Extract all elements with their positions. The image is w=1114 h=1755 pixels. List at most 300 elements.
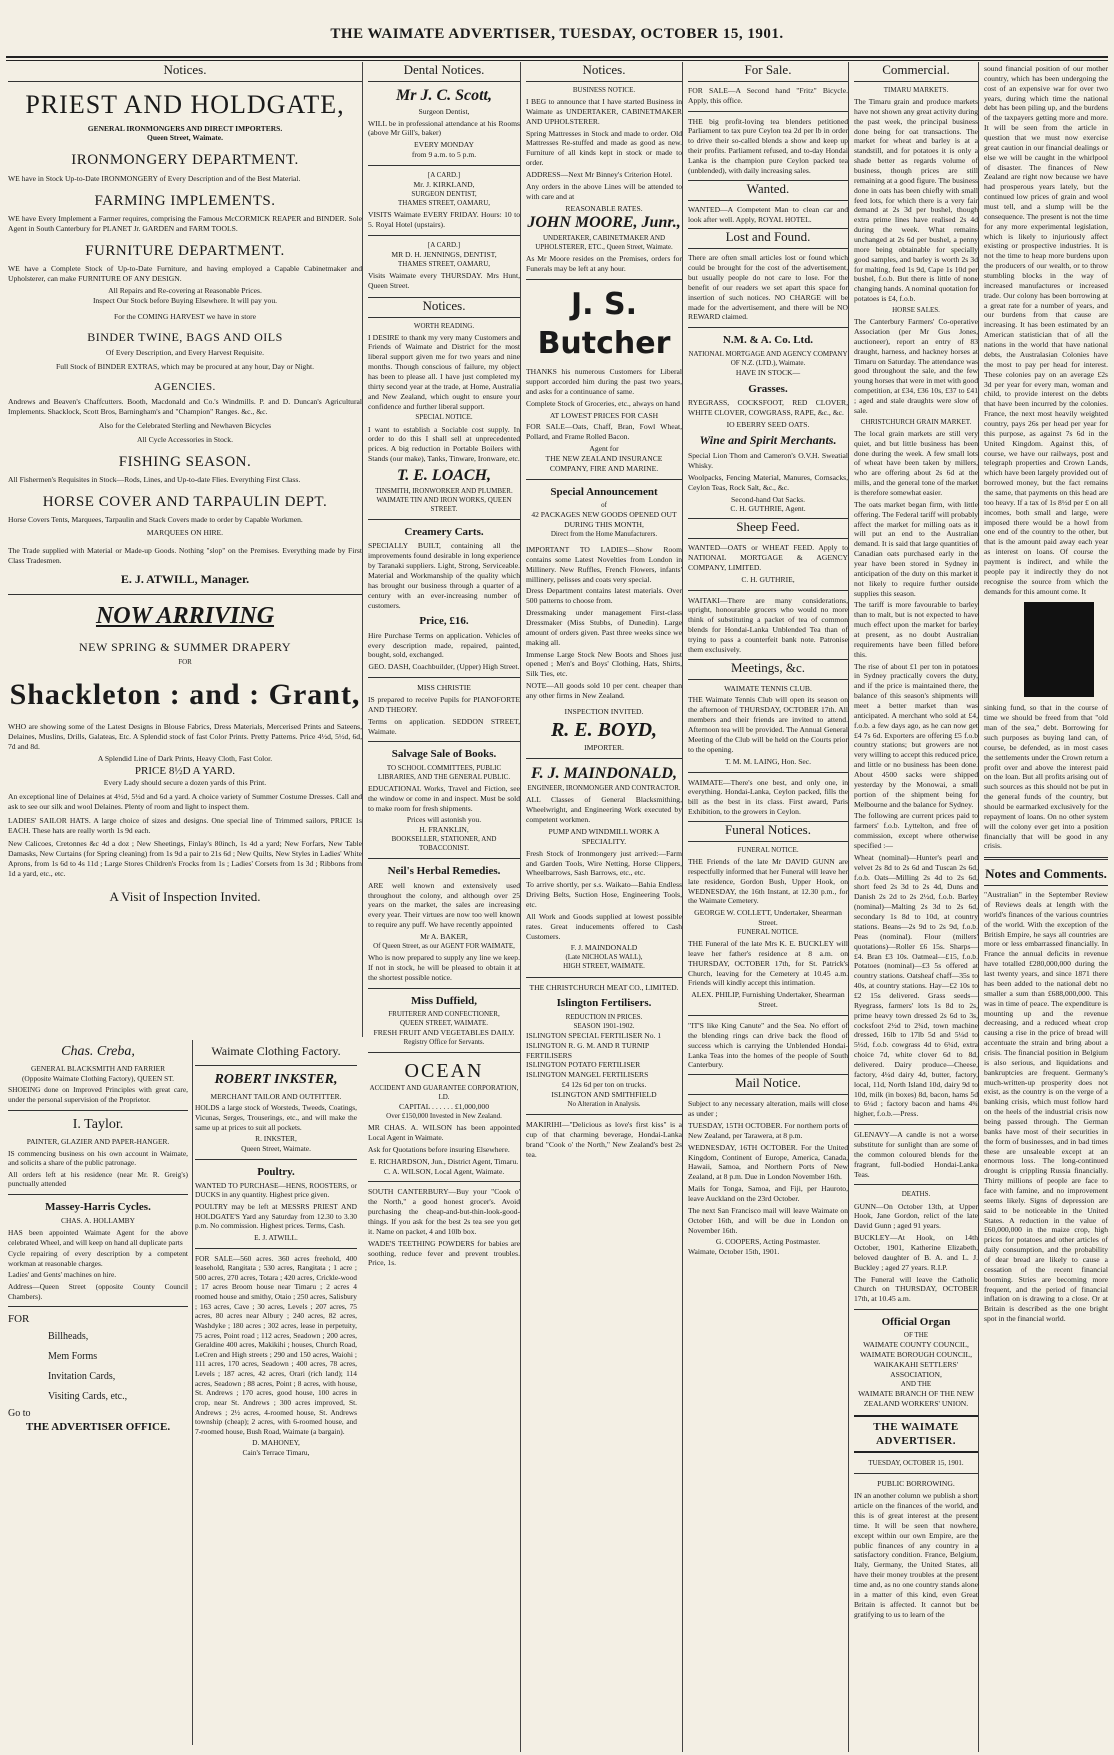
wine-text: Special Lion Thom and Cameron's O.V.H. Sweatial Whisky.: [688, 451, 848, 470]
guthrie-sig: C. H. GUTHRIE, Agent.: [730, 504, 806, 514]
funeral-heading: FUNERAL NOTICE.: [737, 927, 799, 936]
section-header: Mail Notice.: [688, 1074, 848, 1095]
divider: [8, 1194, 188, 1195]
special-heading: Special Announcement: [550, 485, 658, 498]
office-label: THE ADVERTISER OFFICE.: [25, 1420, 171, 1433]
column-1-lower-right: [195, 1040, 357, 1745]
richardson-sig: E. RICHARDSON, Jun., District Agent, Timaru.: [369, 1156, 519, 1166]
divider: [526, 758, 682, 759]
importer-line: IMPORTER.: [584, 742, 624, 752]
divider: [854, 1184, 978, 1185]
maindonald2-sub: (Late NICHOLAS WALL),: [565, 953, 643, 962]
maindonald-name: F. J. MAINDONALD,: [531, 764, 677, 782]
special-heading: SPECIAL NOTICE.: [415, 413, 473, 422]
section-header: Commercial.: [854, 62, 978, 82]
tennis-text: THE Waimate Tennis Club will open its season on the afternoon of THURSDAY, OCTOBER 17th. All members and their friends are invited to attend. Afternoon tea will be provided. The Annual General Meeting of the Club will be held on the Courts prior to the opening.: [688, 695, 848, 754]
masthead-rule: [6, 56, 1108, 61]
wine-heading: Wine and Spirit Merchants.: [699, 432, 837, 447]
wanted-text: WANTED—A Competent Man to clean car and look after well. Apply, ROYAL HOTEL.: [688, 204, 848, 224]
section-header: Notes and Comments.: [984, 866, 1108, 886]
divider: [688, 590, 848, 591]
printing-item: Visiting Cards, etc.,: [48, 1390, 128, 1402]
column-1: [8, 62, 363, 1037]
christ-text: The rise of about £1 per ton in potatoes in Sydney practically covers the duty, and if the price is maintained there, the balance of this season's shipments will meet a better market than was anticipated. A merchant who sold at £4, f.o.b. a few days ago, as he can now get £4 7s 6d. Exporters are offering £5 f.o.b country stations; but growers are not very willing to accept this reduced price, and little or no business has been done. About 4500 sacks were shipped yesterday by the Monowai, a small portion of the shipment being for Melbourne and the balance for Sydney.: [854, 661, 978, 809]
books-heading: Salvage Sale of Books.: [391, 748, 497, 761]
fert-item: ISLINGTON POTATO FERTILISER: [526, 1060, 641, 1070]
waitaki-text: WAITAKI—There are many considerations, upright, honourable grocers who would no more think of substituting a packet of tea of common blends for Hondai-Lanka Unblended Tea than of trying to pass a counterfeit bank note. Patronise them exclusively.: [688, 595, 848, 654]
divider: [8, 1306, 188, 1307]
twine-heading: BINDER TWINE, BAGS AND OILS: [87, 329, 283, 344]
dept-text: WE have Every Implement a Farmer requires, comprising the Famous McCORMICK REAPER and BINDER. Sole Agent in South Canterbury for PLANET Jr. GARDEN and FARM TOOLS.: [8, 214, 362, 233]
printing-item: Billheads,: [48, 1330, 89, 1342]
nma-heading: N.M. & A. Co. Ltd.: [722, 334, 814, 347]
duffield-sub: FRUITERER AND CONFECTIONER,: [388, 1009, 500, 1018]
nma-sub: NATIONAL MORTGAGE AND AGENCY COMPANY OF N.Z. (LTD.), Waimate.: [688, 349, 848, 367]
divider: [688, 111, 848, 112]
hollamby-text: Cycle repairing of every description by a competent workman at reasonable charges.: [8, 1249, 188, 1268]
now-arriving: NOW ARRIVING: [95, 602, 275, 629]
biz-text: ADDRESS—Next Mr Binney's Criterion Hotel.: [526, 170, 673, 179]
special-text: I want to establish a Sociable cost supply. In order to do this I shall sell at unprecedented prices. A big reduction in Portable Boilers with Stands (our make), Tanks, Tinware, Ironware, etc.: [368, 424, 520, 464]
massey-heading: Massey-Harris Cycles.: [45, 1201, 151, 1213]
boyd-name: R. E. BOYD,: [550, 718, 658, 741]
dept-text: WE have in Stock Up-to-Date IRONMONGERY of Every Description and of the Best Material.: [8, 173, 301, 183]
mail-text: WEDNESDAY, 16TH OCTOBER. For the United Kingdom, Continent of Europe, America, Canada, Hawaii, Samoa, and Northern Ports of New Zealand, at 8 p.m. Due in London November 16th.: [688, 1142, 848, 1182]
taylor-text: IS commencing business on his own account in Waimate, and solicits a share of the public patronage.: [8, 1148, 188, 1168]
hollamby-text: HAS been appointed Waimate Agent for the above celebrated Wheel, and will keep on hand all duplicate parts: [8, 1227, 188, 1247]
dress-text: Dressmaking under management First-class Dressmaker (Miss Stubbs, of Dunedin). Large amount of orders given. Past three weeks since we making all.: [526, 608, 682, 647]
horse-text: The Canterbury Farmers' Co-operative Association (per Mr Gus Jones, auctioneer), report an entry of 83 draught, harness, and hackney horses at Timaru on Saturday. The attendance was good throughout the sale, and the few young horses that were in met with good competition, at £34, £36 10s, £37 to £41 ; aged and stale draughts were slow of sale.: [854, 317, 978, 415]
insurance-line: THE NEW ZEALAND INSURANCE COMPANY, FIRE AND MARINE.: [545, 454, 663, 473]
organ-item: WAIMATE BRANCH OF THE NEW ZEALAND WORKERS' UNION.: [858, 1389, 974, 1408]
advertiser-banner: THE WAIMATE ADVERTISER.: [854, 1415, 978, 1454]
franklin-name: H. FRANKLIN,: [419, 825, 469, 835]
redaction-block: [1024, 602, 1094, 697]
books-text: Prices will astonish you.: [406, 815, 482, 825]
dept-heading: FURNITURE DEPARTMENT.: [85, 242, 285, 259]
drapery-heading: NEW SPRING & SUMMER DRAPERY: [79, 639, 291, 654]
season-line: SEASON 1901-1902.: [573, 1021, 635, 1030]
christie-text: Terms on application. SEDDON STREET, Waimate.: [368, 716, 520, 736]
mail-text: Subject to any necessary alteration, mails will close as under ;: [688, 1099, 848, 1119]
factory-heading: Waimate Clothing Factory.: [211, 1044, 341, 1058]
deaths-text: GUNN—On October 13th, at Upper Hook, Jane Gordon, relict of the late David Gunn ; aged 91 years.: [854, 1201, 978, 1231]
reading-heading: WORTH READING.: [413, 321, 475, 330]
agencies-text: Andrews and Beaven's Chaffcutters. Booth, Macdonald and Co.'s Windmills. P. and D. Duncan's Agricultural Implements. Shacklock, Scott Bros, Barningham's and "Champion" Ranges. &c., &c.: [8, 397, 362, 417]
fert-item: ISLINGTON R. G. M. AND R TURNIP FERTILISERS: [526, 1040, 649, 1060]
mail-text: Mails for Tonga, Samoa, and Fiji, per Hauroto, leave Auckland on the 23rd October.: [688, 1184, 848, 1203]
divider: [195, 1065, 357, 1066]
collett-sig: GEORGE W. COLLETT, Undertaker, Shearman Street.: [694, 908, 842, 928]
smithfield-line: ISLINGTON AND SMITHFIELD: [551, 1090, 657, 1100]
kirkland-sub: SURGEON DENTIST,: [411, 189, 477, 198]
divider: [368, 165, 520, 166]
sheep-text: WANTED—OATS or WHEAT FEED. Apply to NATIONAL MORTGAGE & AGENCY COMPANY, LIMITED.: [688, 543, 848, 572]
inkster-sig: R. INKSTER,: [255, 1134, 297, 1144]
postmaster-sig: G. COOPERS, Acting Postmaster.: [715, 1237, 821, 1247]
stock-line: HAVE IN STOCK—: [735, 367, 801, 377]
trade-text: The Trade supplied with Material or Made-up Goods. Nothing "slop" on the Premises. Everything made by First Class Tradesmen.: [8, 546, 362, 566]
section-header: Notices.: [8, 62, 362, 82]
section-header: Lost and Found.: [688, 228, 848, 249]
scott-time: from 9 a.m. to 5 p.m.: [411, 150, 477, 160]
hollamby-name: CHAS. A. HOLLAMBY: [61, 1216, 135, 1226]
divider: [8, 594, 362, 595]
king-text: "IT'S like King Canute" and the Sea. No effort of the blending rings can drive back the flood of success which is carrying the Unblended Hondai-Lanka Teas into the homes of the people of South Canterbury.: [688, 1021, 848, 1070]
butcher-text: THANKS his numerous Customers for Liberal support accorded him during the past two years, and asks for a continuance of same.: [526, 367, 682, 396]
extras-line: Full Stock of BINDER EXTRAS, which may be procured at any hour, Day or Night.: [55, 362, 315, 372]
column-3: [526, 62, 683, 1752]
organ-item: WAIMATE BOROUGH COUNCIL,: [859, 1350, 972, 1360]
section-header: Sheep Feed.: [688, 518, 848, 539]
biz-text: I BEG to announce that I have started Business in Waimate as UNDERTAKER, CABINETMAKER AND UPHOLSTERER.: [526, 96, 682, 126]
creba-sub: GENERAL BLACKSMITH AND FARRIER: [30, 1064, 166, 1074]
maindonald2-name: F. J. MAINDONALD: [570, 943, 638, 953]
inkster-name: ROBERT INKSTER,: [214, 1071, 338, 1087]
chaff-text: FOR SALE—Oats, Chaff, Bran, Fowl Wheat, Pollard, and Frame Rolled Bacon.: [526, 422, 682, 442]
guthrie-sig: C. H. GUTHRIE,: [741, 574, 795, 584]
organ-item: AND THE: [900, 1379, 932, 1388]
ocean-text: MR CHAS. A. WILSON has been appointed Local Agent in Waimate.: [368, 1123, 520, 1142]
card-label: [A CARD.]: [427, 170, 461, 179]
shackleton-price: PRICE 8½D A YARD.: [134, 764, 236, 777]
hollamby-text: Ladies' and Gents' machines on hire.: [8, 1270, 117, 1280]
section-header: Funeral Notices.: [688, 821, 848, 842]
pump-line: PUMP AND WINDMILL WORK A SPECIALITY.: [548, 827, 660, 846]
divider: [688, 1015, 848, 1016]
biz-heading: BUSINESS NOTICE.: [572, 85, 636, 94]
hollamby-text: Address—Queen Street (opposite County Council Chambers).: [8, 1282, 188, 1301]
dept-heading: IRONMONGERY DEPARTMENT.: [71, 152, 299, 169]
shackleton-text: LADIES' SAILOR HATS. A large choice of sizes and designs. One special line of Trimmed sailors, PRICE 1s EACH. These hats are really worth 1s 9d each.: [8, 815, 362, 835]
carts-text: SPECIALLY BUILT, containing all the improvements found desirable in long experience by Taranaki suppliers. Light, Strong, Serviceable. Material and Workmanship of the quality which has brought our business through a quarter of a century with an ever-increasing number of customers.: [368, 541, 520, 610]
section-header: Wanted.: [688, 180, 848, 201]
dept-text: All Repairs and Re-covering at Reasonable Prices.: [108, 285, 262, 295]
christie-text: IS prepared to receive Pupils for PIANOFORTE AND THEORY.: [368, 694, 520, 714]
scott-name: Mr J. C. Scott,: [395, 86, 492, 104]
pump-text: All Work and Goods supplied at lowest possible rates. Great inducements offered to Cash Customers.: [526, 911, 682, 941]
moore-name: JOHN MOORE, Junr.,: [527, 214, 681, 232]
dept-text: Inspect Our Stock before Buying Elsewhere. It will pay you.: [92, 295, 278, 305]
sale-sig: D. MAHONEY,: [252, 1438, 300, 1448]
maindonald-sub: ENGINEER, IRONMONGER AND CONTRACTOR.: [527, 784, 681, 793]
lowest-line: AT LOWEST PRICES FOR CASH: [549, 410, 659, 420]
fert-heading: Islington Fertilisers.: [556, 997, 652, 1010]
printing-item: Mem Forms: [48, 1350, 98, 1362]
manager-sig: E. J. ATWILL, Manager.: [120, 571, 250, 586]
divider: [854, 1473, 978, 1474]
organ-item: WAIKAKAHI SETTLERS' ASSOCIATION,: [873, 1360, 959, 1380]
lost-text: There are often small articles lost or found which could be brought for the cost of the advertisement, but usually people do not care to lose. For the benefit of our readers we set apart this space for insertion of such notices. NO CHARGE will be made for the advertisement, and there will be NO REWARD claimed.: [688, 253, 848, 322]
divider: [984, 857, 1108, 860]
christie-name: MISS CHRISTIE: [417, 683, 471, 693]
grasses-text: RYEGRASS, COCKSFOOT, RED CLOVER, WHITE CLOVER, COWGRASS, RAPE, &c., &c.: [688, 397, 848, 417]
inkster-text: HOLDS a large stock of Worsteds, Tweeds, Coatings, Vicunas, Serges, Trouserings, etc., and will make the same up at prices to suit all pockets.: [195, 1103, 357, 1132]
reading-text: I DESIRE to thank my very many Customers and Friends of Waimate and District for the most liberal support given me for two years and nine months. Though conscious of failure, my object has been to please all. I have just completed my thirty second year at the trade, at Home, Australia and New Zealand, which ought to ensure your confidence and further liberal support.: [368, 332, 520, 411]
column-2: [368, 62, 521, 1752]
for-label: FOR: [8, 1313, 30, 1326]
notes-text: "Australian" in the September Review of Reviews deals at length with the world's finances of the various countries of the world. With the exception of the British Empire, he says all countries are more or less embarrassed financially. In France the annual deficits in revenue have totalled £280,000,000 during the last twenty years, and since 1871 there has been added to the national debt no smaller a sum than £688,000,000. This was in time of peace. The expenditure is mounting up and the revenue decreasing, and a reduced wheat crop causing a rise in the price of bread will accentuate the strain and bring about a crisis. The financial position in Belgium is also serious, and liquidations and bankruptcies are frequent. Germany's much-written-up prosperity does not exist, as the country is on the verge of a banking crisis, which must follow hard on the heels of the industrial crisis now being passed through. The German banks have most of their securities in the form of businesses, and in bad times these are unsaleable except at an enormous loss. The long-continued drought is crippling Russia financially. Thirty millions of people are face to face with famine, and no improvement seems likely. Signs of depression are said to be noticeable in the United States. A reduction in the value of £60,000,000 in the maize crop, high prices for potatoes and other articles of daily consumption, and the probability of dear bread are likely to cause a cessation of the recent financial booming. Stries are becoming more frequent, and the period of financial inflation on is drawing to a close. Or at Britain is described as the one bright spot in the financial world.: [984, 890, 1108, 1324]
christ-text: The local grain markets are still very quiet, and but little business has been done during the week. A few small lots of wheat have been taken by millers, who are offering about 2s 6d at the mills, and the general tone of the market is therefore somewhat easier.: [854, 428, 978, 497]
poultry-text: WANTED TO PURCHASE—HENS, ROOSTERS, or DUCKS in any quantity. Highest price given.: [195, 1180, 357, 1200]
divider: [368, 1181, 520, 1182]
editorial-text: sinking fund, so that in the course of time we should be freed from that "old man of the sea," debt. Borrowing for such purposes as buying land can, of course, be defended, as in most cases the settlements under the Crown return a profit over and above the interest paid on the loan. But all profits arising out of such sources as this should not be put in the general funds of the country, but should be earmarked exclusively for the repayment of loans. On no other system will the colony ever get into a position financially that will be good in any crisis.: [984, 703, 1108, 851]
horse-text: Horse Covers Tents, Marquees, Tarpaulin and Stack Covers made to order by Capable Workmen.: [8, 515, 303, 525]
horse-heading: HORSE COVER AND TARPAULIN DEPT.: [42, 493, 328, 510]
section-header: Meetings, &c.: [688, 659, 848, 680]
butcher-text: Complete Stock of Groceries, etc., always on hand: [526, 398, 680, 408]
divider: [854, 1124, 978, 1125]
creba-addr: (Opposite Waimate Clothing Factory), QUEEN ST.: [21, 1073, 175, 1083]
baker-sub: Of Queen Street, as our AGENT FOR WAIMATE,: [373, 941, 515, 950]
scott-text: WILL be in professional attendance at his Rooms (above Mr Gill's, baker): [368, 118, 520, 138]
divider: [526, 279, 682, 280]
sale-addr: Cain's Terrace Timaru,: [242, 1448, 310, 1458]
organ-of: OF THE: [903, 1331, 929, 1340]
neil-heading: Neil's Herbal Remedies.: [387, 865, 501, 878]
ocean-text: Ask for Quotations before insuring Elsewhere.: [368, 1144, 510, 1154]
sale-text: FOR SALE—560 acres. 360 acres freehold, 400 leasehold, Rangitata ; 530 acres, Rangitata ; 1 acre ; 500 acres, 270 acres, Totara ; 420 acres, Crickle-wood ; 17 acres Broom house near Timaru ; 2 acres 4 roomed house and smithy, Otaio ; 250 acres, Salisbury ; 163 acres, Cave ; 30 acres, Levels ; 207 acres, 75 acres, 80 acres near Albury ; 240 acres, 82 acres, Washdyke ; 180 acres ; 302 acres, lease in perpetuity, 75 acres, Point road ; 112 acres, Seadown ; 200 acres, Geraldine 400 acres, Makikihi ; houses, Church Road, LeCren and High streets ; 290 and 150 acres, Waiohi ; 111 acres, 170 acres, Seadown ; 400 acres, 78 acres, Levels ; 187 acres, 42 acres, Orari (rich land); 114 acres, Seadown ; 88 acres, Point ; 8 acres, with house, St. Andrews ; 170 acres, good house, 100 acres in crop, near St. Andrews ; 300 acres improved, St. Andrews ; 2½ acres, 4-roomed house, St. Andrews township (cheap); 2 acres, with 6-roomed house, and 7-roomed house, Bush Road, Waimate (a bargain).: [195, 1253, 357, 1436]
philp-sig: ALEX. PHILIP, Furnishing Undertaker, Shearman Street.: [691, 990, 845, 1010]
column-5: [854, 62, 979, 1752]
books-text: EDUCATIONAL Works, Travel and Fiction, see the window or come in and inspect. Must be sold to make room for fresh shipments.: [368, 783, 520, 813]
column-4: [688, 62, 849, 1752]
agencies-heading: AGENCIES.: [154, 380, 216, 393]
harvest-line: For the COMING HARVEST we have in store: [113, 311, 257, 321]
dash-sig: GEO. DASH, Coachbuilder, (Upper) High Street.: [368, 662, 520, 672]
fishing-heading: FISHING SEASON.: [118, 453, 252, 470]
reduction-line: REDUCTION IN PRICES.: [565, 1012, 643, 1021]
christ-heading: CHRISTCHURCH GRAIN MARKET.: [860, 417, 972, 426]
ocean-invested: Over £150,000 Invested in New Zealand.: [386, 1112, 502, 1120]
mail-text: TUESDAY, 15TH OCTOBER. For northern ports of New Zealand, per Tarawera, at 8 p.m.: [688, 1120, 848, 1140]
scott-sub: Surgeon Dentist,: [418, 106, 470, 116]
duffield-text: FRESH FRUIT AND VEGETABLES DAILY.: [373, 1028, 515, 1037]
wine-text: Woolpacks, Fencing Material, Manures, Cornsacks, Ceylon Teas, Rock Salt, &c., &c.: [688, 472, 848, 492]
tennis-heading: WAIMATE TENNIS CLUB.: [724, 683, 812, 693]
section-header: Notices.: [526, 62, 682, 82]
baker-text: Who is now prepared to supply any line we keep. If not in stock, he will be pleased to obtain it at the shortest possible notice.: [368, 952, 520, 982]
shackleton-text: New Calicoes, Cretonnes &c 4d a doz ; New Sheetings, Finlay's 80inch, 1s 4d a yard; New Forfars, New Table Damasks, New Curtains (for Spring cleaning) from 1s 9d a pair to 21s 6d ; New Quilts, New Styles in Ladies' White Aprons, from 1s 6d to 4s 11d ; Large Stores Children's Frocks from 1s ; Ladies' Corsets from 1s 3d ; Ribbons from 1d a yard, etc., etc.: [8, 839, 362, 878]
duffield-name: Miss Duffield,: [411, 994, 477, 1007]
biz-text: Spring Mattresses in Stock and made to order. Old Mattresses Re-stuffed and made as good as new. Furniture of all kinds kept in stock or made to order.: [526, 128, 682, 168]
timaru-text: The Timaru grain and produce markets have not shown any great activity during the past week, the principal business done being for oat transactions. The market for wheat and barley is at a standstill, and for potatoes it is only a shade better as regards volume of business, though prices are still remaining at a good figure. The business done in oats has been chiefly with small feed lots, for which there is a very fair demand at 2s 3d per bushel, though extra prime lines have realised 2s 4d during the week. What remains unchanged at 2s 6d per bushel, a penny more being obtainable for specially good samples, and barley is worth 2s 3d for malting, feed 1s 9d, Cape 1s 10d per bushel, f.o.b. But there is little of none changing hands. A nominal quotation for potatoes is £4, f.o.b.: [854, 96, 979, 304]
masthead-title: THE WAIMATE ADVERTISER, TUESDAY, OCTOBER 15, 1901.: [330, 26, 784, 42]
creba-text: SHOEING done on Improved Principles with great care, under the personal supervision of the Proprietor.: [8, 1085, 188, 1105]
kirkland-text: VISITS Waimate EVERY FRIDAY. Hours: 10 to 5. Royal Hotel (upstairs).: [368, 210, 520, 229]
poultry-sig: E. J. ATWILL.: [254, 1232, 298, 1242]
makirihi-text: MAKIRIHI—"Delicious as love's first kiss" is a cup of that charming beverage, Hondai-Lanka brand "Cook o' the North," New Zealand's best 2s tea.: [526, 1119, 682, 1159]
deaths-text: BUCKLEY—At Hook, on 14th October, 1901, Katherine Elizabeth, beloved daughter of B. A. and L. J. Buckley ; aged 27 years. R.I.P.: [854, 1233, 978, 1272]
maindonald2-addr: HIGH STREET, WAIMATE.: [563, 962, 645, 971]
section-header: For Sale.: [688, 62, 848, 82]
rates-line: REASONABLE RATES.: [565, 203, 643, 213]
jennings-addr: THAMES STREET, OAMARU,: [397, 259, 491, 268]
boots-text: Immense Large Stock New Boots and Shoes just opened ; Men's and Boys' Clothing, Hats, Shirts, Silk Ties, etc.: [526, 649, 682, 679]
cycle-acc-line: All Cycle Accessories in Stock.: [137, 434, 233, 444]
waimate-text: WAIMATE—There's one best, and only one, in everything. Hondai-Lanka, Ceylon packed, fills the bill as the best in its class. First award, Paris Exhibition, to the growers in Ceylon.: [688, 777, 848, 817]
borrowing-heading: PUBLIC BORROWING.: [877, 1479, 955, 1489]
shackleton-text: A Splendid Line of Dark Prints, Heavy Cloth, Fast Color.: [97, 753, 273, 763]
divider: [368, 677, 520, 678]
tea-text: THE big profit-loving tea blenders petitioned Parliament to tax pure Ceylon tea 2d per lb in order to drive their so-called blends a show and keep up their profits. Parliament refused, and to-day Hondai Lanka is the champion pure Ceylon packed tea (unblended), with daily increasing sales.: [688, 116, 848, 175]
jennings-name: MR D. H. JENNINGS, DENTIST,: [391, 249, 497, 259]
dept-text: WE have a Complete Stock of Up-to-Date Furniture, and having employed a Capable Cabinetmaker and Upholsterer, can make FURNITURE OF ANY DESIGN.: [8, 264, 362, 284]
fert-list: [526, 1031, 682, 1080]
deaths-text: The Funeral will leave the Catholic Church on THURSDAY, OCTOBER 17th, at 10.45 a.m.: [854, 1274, 978, 1304]
card-label: [A CARD.]: [427, 240, 461, 249]
deaths-heading: DEATHS.: [901, 1190, 931, 1199]
shackleton-text: An exceptional line of Delaines at 4½d, 5½d and 6d a yard. A choice variety of Summer Costume Dresses. Call and ask to see our silk and wool Delaines. Plenty of room and light to inspect them.: [8, 791, 362, 811]
invited-line: INSPECTION INVITED.: [564, 706, 644, 716]
bicycles-line: Also for the Celebrated Sterling and Newhaven Bicycles: [98, 420, 272, 430]
frits-text: FOR SALE—A Second hand "Fritz" Bicycle. Apply, this office.: [688, 85, 848, 105]
christ-text: The following are current prices paid to farmers' f.o.b. Lyttelton, and free of commission, except where otherwise specified :—: [854, 811, 978, 851]
postmaster-date: Waimate, October 15th, 1901.: [688, 1247, 780, 1257]
loach-sub: TINSMITH, IRONWORKER AND PLUMBER.: [375, 486, 513, 495]
christ-text: The oats market began firm, with little offering. The Federal tariff will probably affect the market for milling oats as it will put an end to the Australian demand. It is said that large quantities of Canadian oats purchased early in the year have been stored in Sydney in anticipation of the duty on this market it not likely to require further outside supplies this season.: [854, 499, 978, 598]
divider: [368, 858, 520, 859]
divider: [368, 1052, 520, 1053]
poultry-text: POULTRY may be left at MESSRS PRIEST AND HOLDGATE'S Yard any Saturday from 12.30 to 3.30 p.m. No commission. Highest prices. Terms, Cash.: [195, 1202, 357, 1231]
taylor-text: All orders left at his residence (near Mr. R. Greig's) punctually attended: [8, 1169, 188, 1189]
jennings-text: Visits Waimate every THURSDAY. Mrs Hunt, Queen Street.: [368, 270, 520, 290]
baker-name: Mr A. BAKER,: [420, 931, 468, 941]
inkster-sub: MERCHANT TAILOR AND OUTFITTER.: [210, 1091, 342, 1101]
visit-line: A Visit of Inspection Invited.: [109, 888, 261, 904]
south-canterbury-text: SOUTH CANTERBURY—Buy your "Cook o' the North," a good honest grocer's. Avoid purchasing the cheap-and-but-thin-look-good-things. If you ask for the best 2s tea see you get it. Name on packet, 4 and 10lb box.: [368, 1187, 520, 1236]
oats-line: Second-hand Oat Sacks.: [730, 494, 806, 504]
duffield-text: Registry Office for Servants.: [403, 1037, 485, 1046]
poultry-heading: Poultry.: [257, 1165, 295, 1178]
wade-text: WADE'S TEETHING POWDERS for babies are soothing, reduce fever and prevent troubles. Price, 1s.: [368, 1238, 520, 1268]
section-header: Notices.: [368, 297, 520, 318]
books-sub: TO SCHOOL COMMITTEES, PUBLIC LIBRARIES, AND THE GENERAL PUBLIC.: [377, 763, 511, 781]
ocean-sub: ACCIDENT AND GUARANTEE CORPORATION, LD.: [369, 1083, 519, 1102]
taylor-sub: PAINTER, GLAZIER AND PAPER-HANGER.: [26, 1136, 170, 1146]
organ-item: WAIMATE COUNTY COUNCIL,: [863, 1340, 969, 1350]
column-6: [984, 62, 1108, 1752]
divider: [526, 1114, 682, 1115]
moore-text: As Mr Moore resides on the Premises, orders for Funerals may be left at any hour.: [526, 254, 682, 274]
fert-item: ISLINGTON SPECIAL FERTILISER No. 1: [526, 1030, 662, 1040]
firm-subtitle: GENERAL IRONMONGERS AND DIRECT IMPORTERS.: [87, 123, 283, 133]
kirkland-name: Mr. J. KIRKLAND,: [413, 180, 475, 190]
shackleton-text: WHO are showing some of the Latest Designs in Blouse Fabrics, Dress Materials, Mercerised Prints and Sateens, Delaines, Muslins, Drills, Galateas, Etc. A Splendid stock of fast Color Prints. Pretty Patterns. Price 4½d, 5½d, 6d, 7d and 8d.: [8, 722, 362, 752]
franklin-sub: BOOKSELLER, STATIONER, AND TOBACCONIST.: [391, 835, 497, 853]
loach-addr: WAIMATE TIN AND IRON WORKS, QUEEN STREET.: [376, 495, 512, 513]
wilson-sig: C. A. WILSON, Local Agent, Waimate.: [383, 1166, 505, 1176]
firm-name: PRIEST AND HOLDGATE,: [25, 89, 345, 119]
note-text: NOTE—All goods sold 10 per cent. cheaper than any other firms in New Zealand.: [526, 681, 682, 700]
divider: [195, 1248, 357, 1249]
fishing-text: All Fishermen's Requisites in Stock—Rods, Lines, and Up-to-date Flies. Everything First Class.: [8, 475, 301, 485]
divider: [8, 1110, 188, 1111]
goto-label: Go to: [8, 1407, 31, 1419]
printing-item: Invitation Cards,: [48, 1370, 116, 1382]
timaru-heading: TIMARU MARKETS.: [883, 85, 949, 94]
divider: [688, 327, 848, 328]
ocean-heading: OCEAN: [404, 1059, 484, 1082]
column-1-lower-left: [8, 1040, 193, 1745]
divider: [368, 519, 520, 520]
grasses-heading: Grasses.: [748, 382, 788, 395]
price-text: Hire Purchase Terms on application. Vehicles of every description made, repaired, painted, bought, sold, exchanged.: [368, 630, 520, 660]
inkster-addr: Queen Street, Waimate.: [241, 1143, 311, 1153]
loach-name: T. E. LOACH,: [396, 467, 492, 484]
maindonald-text: ALL Classes of General Blacksmithing, Wheelwright, and Engineering Work executed by competent workmen.: [526, 795, 682, 825]
funeral-text: THE Funeral of the late Mrs K. E. BUCKLEY will leave her father's residence at 8 a.m. on THURSDAY, OCTOBER 17th, for St. Patrick's Church, leaving for the Cemetery at 10.45 a.m. Friends will kindly accept this intimation.: [688, 939, 848, 988]
pump-text: Fresh Stock of Ironmongery just arrived:—Farm and Garden Tools, Wire Netting, Horse Clippers, Wheelbarrows, Sash Barrows, etc., etc.: [526, 848, 682, 878]
prices-text: Wheat (nominal)—Hunter's pearl and velvet 2s 8d to 2s 6d and Tuscan 2s 6d, f.o.b. Oats—Milling 2s 4d to 2s 6d, short feed 2s 3d to 2s 4d, Duns and Danish 2s 2d to 2s 2½d, f.o.b. Barley (nominal)—Malting 2s 3d to 2s 6d, secondary 1s 8d to 10d, at country stations. Beans—2s 9d to 2s 9d, f.o.b. Peas (nominal). Flour (millers' quotations)—Roller £6 15s. Sharps—£4. Bran £3 10s. Oatmeal—£15, f.o.b. Potatoes (nominal)—£3 5s offered at country stations. Oatsheaf chaff—35s to 40s, at country stations. Hay—£2 10s to £2 15s delivered. Grass seeds—Ryegrass, farmers' lots 1s 8d to 2s, prime heavy town dressed 2s 6d to 3s, cocksfoot 2½d to 2¾d, town machine dressed, 16lb to 17lb 5d and 5¼d to 5½d, f.o.b. cowgrass 4d to 6¼d, extra choice 7d, white clover 6d to 8d, delivered. Dairy produce—Cheese, factory, 4¼d dairy 4d, butter, factory, local, 11d, North Island 10d, dairy 9d to 10d, milk (in boxes) 8d, bacon, hams 5d to 6¼d ; factory bacon and hams 4¾ higher, f.o.b.—Press.: [854, 852, 978, 1119]
horse-heading: HORSE SALES.: [892, 306, 940, 315]
divider: [368, 741, 520, 742]
divider: [195, 1159, 357, 1160]
glenavy-text: GLENAVY—A candle is not a worse substitute for sunlight than are some of the common coloured blends for the fragrant, full-bodied Hondai-Lanka Teas.: [854, 1130, 978, 1179]
divider: [368, 988, 520, 989]
duffield-addr: QUEEN STREET, WAIMATE.: [399, 1018, 488, 1027]
ladies-text: IMPORTANT TO LADIES—Show Room contains some Latest Novelties from London in Millinery. New Ruffles, French Flowers, infants' millinery, pelisses and coats very special.: [526, 544, 682, 584]
special-text: 42 PACKAGES NEW GOODS OPENED OUT DURING THIS MONTH,: [531, 510, 677, 529]
christ-text: The tariff is more favourable to barley than to malt, but is not expected to have much effect upon the market for barley at present, as no doubt Australian requirements have been filled before this.: [854, 600, 978, 659]
divider: [526, 479, 682, 480]
laing-sig: T. M. M. LAING, Hon. Sec.: [724, 756, 812, 766]
kirkland-addr: THAMES STREET, OAMARU,: [397, 199, 491, 208]
printing-list: [8, 1327, 188, 1407]
editorial-text: sound financial position of our mother country, which has been undergoing the cost of an expensive war for over two years, during which time the national debt has been piling up, and the burdens of the taxpayers getting more and more. It will be seen from the article in question that we must now exercise great caution in our financial dealings or else we will be caught in the whirlpool of disaster. The finances of New Zealand are right now because we have had prosperous years lately, but the continued low prices of grain and wool must tell, and a slump will be the consequence. The present is not the time for any more experimental legislation, which is likely to injuriously affect existing or prospective industries. It is not the time to heap more burdens upon the producers of our wealth, or to throw stumbling blocks in the way of increased manufactures or increased trade. Our colony has been borrowing at a great rate for a number of years, and our burdens from that cause are increasing. It has been estimated by an American statistician that of all the nations in the world that have national debts, the Australasian Colonies have the most to pay per head for interest. These colonies pay on an average £2s 3d per year for every man, woman and child, to provide interest on the debts that have been incurred by the colonies. France, the next most heavily weighted country, pays 26s per head per year for this purpose, as against 7s 6d in the United Kingdom. Against this, of course, we have our railways, post and telegraph properties and Crown Lands, which have been largely provided out of borrowed money, but the fact remains the same, that payments on this head are too heavy. If a tax of 1s 8½d per £ on all incomes, both small and large, were imposed there would be a howl from one end of the country to the other, but that is the amount paid away each year as interest on loans. Of course the payment is indirect, and while the people pay it indirectly they do not recognise the source from which the demands for this amount come. It: [984, 64, 1108, 596]
shackleton-grant: Shackleton : and : Grant,: [9, 678, 361, 712]
creba-name: Chas. Creba,: [61, 1044, 135, 1059]
funeral-heading: FUNERAL NOTICE.: [737, 845, 799, 854]
moore-sub: UNDERTAKER, CABINETMAKER AND UPHOLSTERER, ETC., Queen Street, Waimate.: [535, 234, 673, 252]
biz-text: Any orders in the above Lines will be attended to with care and at: [526, 181, 682, 201]
ocean-capital: CAPITAL . . . . . . £1,000,000: [398, 1102, 490, 1112]
shackleton-text: Every Lady should secure a dozen yards of this Print.: [103, 778, 267, 788]
mail-text: The next San Francisco mail will leave Waimate on October 16th, and will be due in London on November 16th.: [688, 1205, 848, 1235]
meat-co: THE CHRISTCHURCH MEAT CO., LIMITED.: [529, 982, 679, 992]
scott-day: EVERY MONDAY: [414, 140, 474, 150]
advertiser-date: TUESDAY, OCTOBER 15, 1901.: [868, 1459, 964, 1468]
pump-text: To arrive shortly, per s.s. Waikato—Bahia Endless Driving Belts, Suction Hose, Engineering Tools, etc.: [526, 880, 682, 910]
dress-text: Dress Department contains latest materials. Over 500 patterns to choose from.: [526, 586, 682, 606]
seed-line: IO EBERRY SEED OATS.: [726, 419, 810, 429]
organ-heading: Official Organ: [881, 1316, 951, 1329]
twine-sub: Of Every Description, and Every Harvest Requisite.: [105, 348, 265, 358]
firm-address: Queen Street, Waimate.: [147, 133, 223, 143]
agent-label: Agent for: [589, 444, 619, 454]
carts-heading: Creamery Carts.: [404, 526, 484, 539]
marquees-line: MARQUEES ON HIRE.: [146, 528, 224, 538]
section-header: Dental Notices.: [368, 62, 520, 82]
divider: [526, 977, 682, 978]
fert-price: £4 12s 6d per ton on trucks.: [561, 1080, 647, 1090]
neil-text: ARE well known and extensively used throughout the colony, and although over 25 years on the market, the sales are increasing every year. Their virtues are now too well known to require any puff. We have recently appointed: [368, 880, 520, 930]
price-heading: Price, £16.: [419, 615, 469, 628]
dept-heading: FARMING IMPLEMENTS.: [94, 192, 276, 209]
butcher-name: J. S. Butcher: [537, 287, 671, 362]
special-text: Direct from the Home Manufacturers.: [550, 529, 658, 538]
adulter-line: No Alteration in Analysis.: [567, 1099, 641, 1108]
special-sub: of: [601, 501, 607, 510]
divider: [688, 772, 848, 773]
for-label: FOR: [178, 658, 192, 667]
borrowing-text: IN an another column we publish a short article on the finances of the world, and this is of great interest at the present time. It will be seen that nowhere, except within our own Empire, are the public finances of any country in a satisfactory condition. France, Belgium, Italy, Germany, the United States, all have their money troubles at the present time and, as no one country stands alone in a matter of this kind, even Great Britain is affected. It cannot but be gratifying to us to learn of the: [854, 1491, 978, 1619]
taylor-name: I. Taylor.: [72, 1116, 124, 1132]
divider: [368, 235, 520, 236]
divider: [854, 1309, 978, 1310]
funeral-text: THE Friends of the late Mr DAVID GUNN are respectfully informed that her Funeral will leave her late residence, Gordon Bush, Upper Hook, on WEDNESDAY, the 16th Instant, at 12.30 p.m., for the Waimate Cemetery.: [688, 856, 848, 906]
fert-item: ISLINGTON MANGEL FERTILISERS: [526, 1070, 649, 1080]
